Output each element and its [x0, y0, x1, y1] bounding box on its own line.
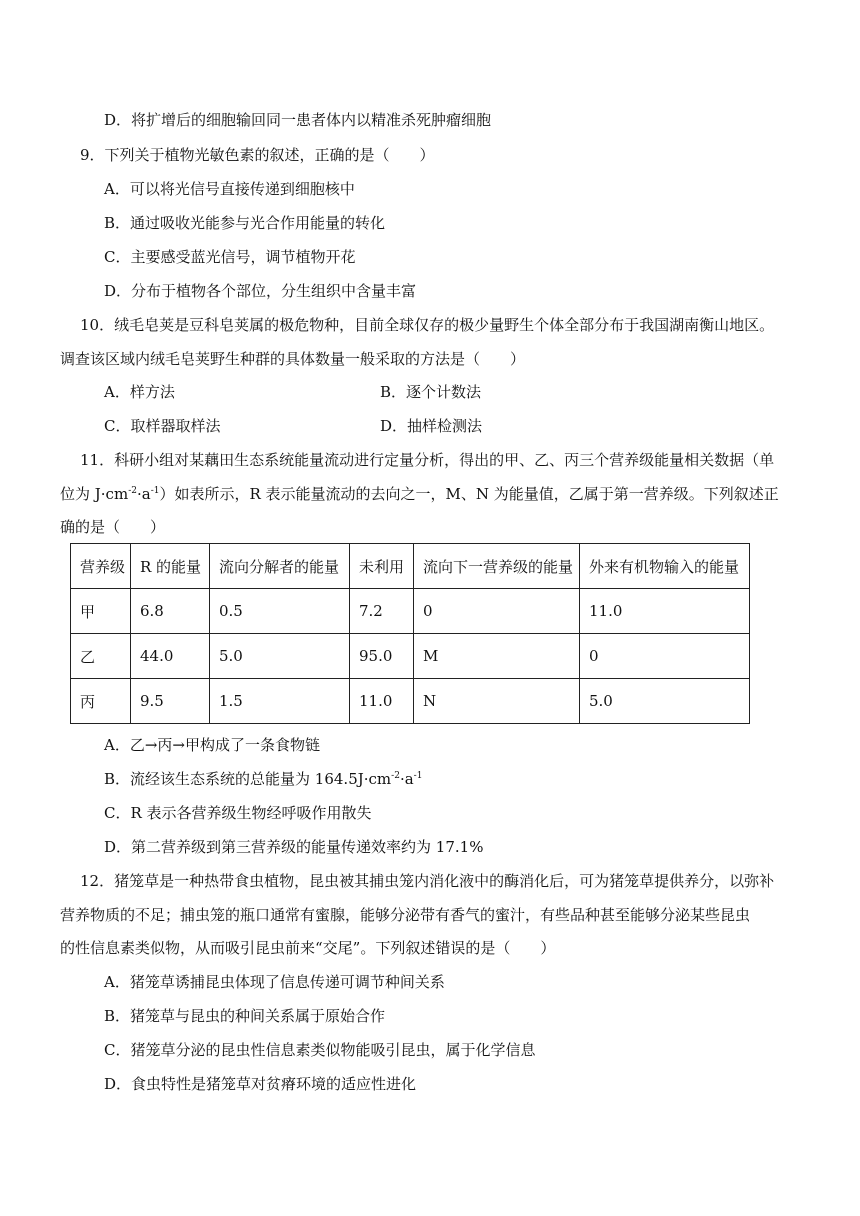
- q10-stem-line1: 10．绒毛皂荚是豆科皂荚属的极危物种，目前全球仅存的极少量野生个体全部分布于我国湖南衡山地区。: [80, 316, 775, 334]
- option-label: B．: [104, 770, 131, 788]
- table-cell: M: [414, 634, 580, 679]
- table-cell: 0: [580, 634, 750, 679]
- q10-stem-line2: 调查该区域内绒毛皂荚野生种群的具体数量一般采取的方法是（ ）: [60, 350, 526, 368]
- table-header-cell: 外来有机物输入的能量: [580, 544, 750, 589]
- table-cell: 5.0: [580, 679, 750, 724]
- option-text: 可以将光信号直接传递到细胞核中: [129, 180, 355, 198]
- table-cell: 1.5: [210, 679, 350, 724]
- q12-stem-line3: 的性信息素类似物，从而吸引昆虫前来“交尾”。下列叙述错误的是（ ）: [60, 939, 556, 957]
- table-header-cell: 未利用: [350, 544, 414, 589]
- table-cell: 5.0: [210, 634, 350, 679]
- q10-option-d: [380, 416, 482, 436]
- table-cell: 0.5: [210, 589, 350, 634]
- q10-option-a: [104, 382, 175, 402]
- option-text: 将扩增后的细胞输回同一患者体内以精准杀死肿瘤细胞: [131, 111, 492, 129]
- option-text: 猪笼草与昆虫的种间关系属于原始合作: [130, 1007, 386, 1025]
- option-label: C．: [104, 804, 131, 822]
- table-row: [71, 679, 750, 724]
- table-row: [71, 634, 750, 679]
- table-cell: 44.0: [131, 634, 210, 679]
- option-label: C．: [104, 1041, 131, 1059]
- q11-stem-line1: 11．科研小组对某藕田生态系统能量流动进行定量分析，得出的甲、乙、丙三个营养级能量相关数据（单: [80, 451, 775, 469]
- option-text: 乙→丙→甲构成了一条食物链: [129, 736, 320, 754]
- option-label: B．: [380, 383, 407, 401]
- q11-option-d: [104, 837, 483, 857]
- table-header-cell: 流向分解者的能量: [210, 544, 350, 589]
- table-cell: 9.5: [131, 679, 210, 724]
- q9-option-a: [104, 179, 355, 199]
- option-label: D．: [104, 838, 132, 856]
- option-label: D．: [380, 417, 408, 435]
- table-cell: N: [414, 679, 580, 724]
- unit-exponent: -2: [391, 771, 400, 781]
- option-label: B．: [104, 214, 131, 232]
- q9-stem: 9．下列关于植物光敏色素的叙述，正确的是（ ）: [80, 146, 435, 164]
- table-header-cell: R 的能量: [131, 544, 210, 589]
- table-cell: 7.2: [350, 589, 414, 634]
- option-text: 猪笼草分泌的昆虫性信息素类似物能吸引昆虫，属于化学信息: [130, 1041, 536, 1059]
- option-label: B．: [104, 1007, 131, 1025]
- option-label: D．: [104, 1075, 132, 1093]
- unit-exponent: -1: [413, 771, 423, 781]
- option-label: A．: [104, 736, 130, 754]
- stem-text: ）如表所示，R 表示能量流动的去向之一，M、N 为能量值，乙属于第一营养级。下列叙述正: [159, 485, 779, 503]
- table-cell: 甲: [71, 589, 131, 634]
- option-text: 猪笼草诱捕昆虫体现了信息传递可调节种间关系: [129, 973, 445, 991]
- q12-option-b: [104, 1006, 385, 1026]
- q11-option-c: [104, 803, 372, 823]
- table-header-cell: 营养级: [71, 544, 131, 589]
- table-cell: 11.0: [580, 589, 750, 634]
- option-text: 样方法: [129, 383, 175, 401]
- option-label: A．: [104, 180, 130, 198]
- option-label: C．: [104, 417, 131, 435]
- option-text: 分布于植物各个部位，分生组织中含量丰富: [131, 282, 417, 300]
- stem-text: 位为 J·cm: [60, 485, 129, 503]
- energy-table: [70, 543, 750, 724]
- option-label: C．: [104, 248, 131, 266]
- table-cell: 0: [414, 589, 580, 634]
- q9-option-c: [104, 247, 356, 267]
- option-label: A．: [104, 973, 130, 991]
- table-cell: 乙: [71, 634, 131, 679]
- q9-option-d: [104, 281, 416, 301]
- table-cell: 6.8: [131, 589, 210, 634]
- q11-option-b: [104, 769, 422, 789]
- table-header-cell: 流向下一营养级的能量: [414, 544, 580, 589]
- option-label: A．: [104, 383, 130, 401]
- q8-option-d: [104, 110, 491, 130]
- stem-text: ·a: [136, 485, 151, 503]
- table-cell: 丙: [71, 679, 131, 724]
- option-text: 抽样检测法: [407, 417, 483, 435]
- table-cell: 11.0: [350, 679, 414, 724]
- option-label: D．: [104, 282, 132, 300]
- option-label: D．: [104, 111, 132, 129]
- option-text: 通过吸收光能参与光合作用能量的转化: [130, 214, 386, 232]
- q12-stem-line1: 12．猪笼草是一种热带食虫植物，昆虫被其捕虫笼内消化液中的酶消化后，可为猪笼草提供养分，以弥补: [80, 872, 775, 890]
- option-text: 逐个计数法: [406, 383, 482, 401]
- option-text: 第二营养级到第三营养级的能量传递效率约为 17.1%: [131, 838, 484, 856]
- option-text: 主要感受蓝光信号，调节植物开花: [130, 248, 356, 266]
- table-cell: 95.0: [350, 634, 414, 679]
- q12-stem-line2: 营养物质的不足；捕虫笼的瓶口通常有蜜腺，能够分泌带有香气的蜜汁，有些品种甚至能够分泌某些昆虫: [60, 906, 751, 924]
- q12-option-d: [104, 1074, 416, 1094]
- table-header-row: [71, 544, 750, 589]
- option-text: ·a: [399, 770, 414, 788]
- q12-option-a: [104, 972, 445, 992]
- q9-option-b: [104, 213, 385, 233]
- q10-option-b: [380, 382, 481, 402]
- option-text: 取样器取样法: [130, 417, 221, 435]
- q11-stem-line2: [60, 484, 779, 504]
- unit-exponent: -1: [150, 486, 160, 496]
- unit-exponent: -2: [128, 486, 137, 496]
- q11-stem-line3: 确的是（ ）: [60, 518, 166, 536]
- option-text: 流经该生态系统的总能量为 164.5J·cm: [130, 770, 392, 788]
- option-text: 食虫特性是猪笼草对贫瘠环境的适应性进化: [131, 1075, 417, 1093]
- q11-option-a: [104, 735, 320, 755]
- option-text: R 表示各营养级生物经呼吸作用散失: [130, 804, 372, 822]
- table-row: [71, 589, 750, 634]
- q12-option-c: [104, 1040, 536, 1060]
- q10-option-c: [104, 416, 221, 436]
